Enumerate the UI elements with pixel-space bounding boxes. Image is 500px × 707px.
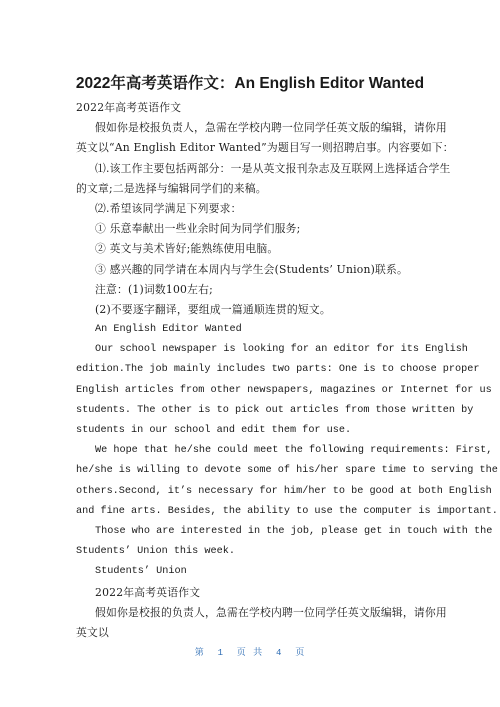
text-line: 英文以 — [76, 625, 109, 639]
text-line: English articles from other newspapers, magazines or Internet for us — [76, 384, 492, 396]
text-line: An English Editor Wanted — [95, 324, 242, 336]
text-line: (2)不要逐字翻译，要组成一篇通顺连贯的短文。 — [95, 302, 331, 316]
text-line: ② 英文与美术皆好;能熟练使用电脑。 — [95, 242, 279, 256]
text-line: Those who are interested in the job, please get in touch with the — [95, 525, 493, 537]
text-line: students in our school and edit them for use. — [76, 425, 352, 436]
text-line: he/she is willing to devote some of his/her spare time to serving the — [76, 465, 498, 477]
text-line: 2022年高考英语作文 — [95, 585, 201, 599]
document-body — [76, 98, 498, 643]
text-line: ⑴.该工作主要包括两部分：一是从英文报刊杂志及互联网上选择适合学生 — [95, 161, 451, 175]
text-line: 假如你是校报负责人，急需在学校内聘一位同学任英文版的编辑，请你用 — [95, 121, 447, 135]
text-line: Our school newspaper is looking for an editor for its English — [95, 344, 468, 356]
text-line: 注意：(1)词数100左右; — [95, 282, 213, 296]
text-line: others.Second, it’s necessary for him/her to be good at both English — [76, 485, 492, 497]
text-line: 的文章;二是选择与编辑同学们的来稿。 — [76, 181, 267, 195]
text-line: 假如你是校报的负责人，急需在学校内聘一位同学任英文版编辑，请你用 — [95, 605, 447, 619]
text-line: edition.The job mainly includes two parts: One is to choose proper — [76, 364, 480, 376]
document-title: 2022年高考英语作文：An English Editor Wanted — [75, 75, 425, 92]
text-line: and fine arts. Besides, the ability to use the computer is important. — [76, 505, 498, 517]
page-number: 第 1 页 共 4 页 — [194, 648, 306, 658]
text-line: ⑵.希望该同学满足下列要求： — [95, 201, 242, 215]
text-line: ③ 感兴趣的同学请在本周内与学生会(Students’ Union)联系。 — [95, 262, 409, 276]
text-line: students. The other is to pick out articles from those written by — [76, 404, 474, 416]
text-line: ① 乐意奉献出一些业余时间为同学们服务; — [95, 222, 301, 236]
text-line: 2022年高考英语作文 — [76, 101, 182, 114]
text-line: We hope that he/she could meet the following requirements: First, — [95, 445, 493, 457]
text-line: 英文以“An English Editor Wanted”为题目写一则招聘启事。内容要如下： — [76, 141, 454, 155]
text-line: Students’ Union this week. — [76, 546, 235, 558]
text-line: Students’ Union — [95, 566, 187, 578]
